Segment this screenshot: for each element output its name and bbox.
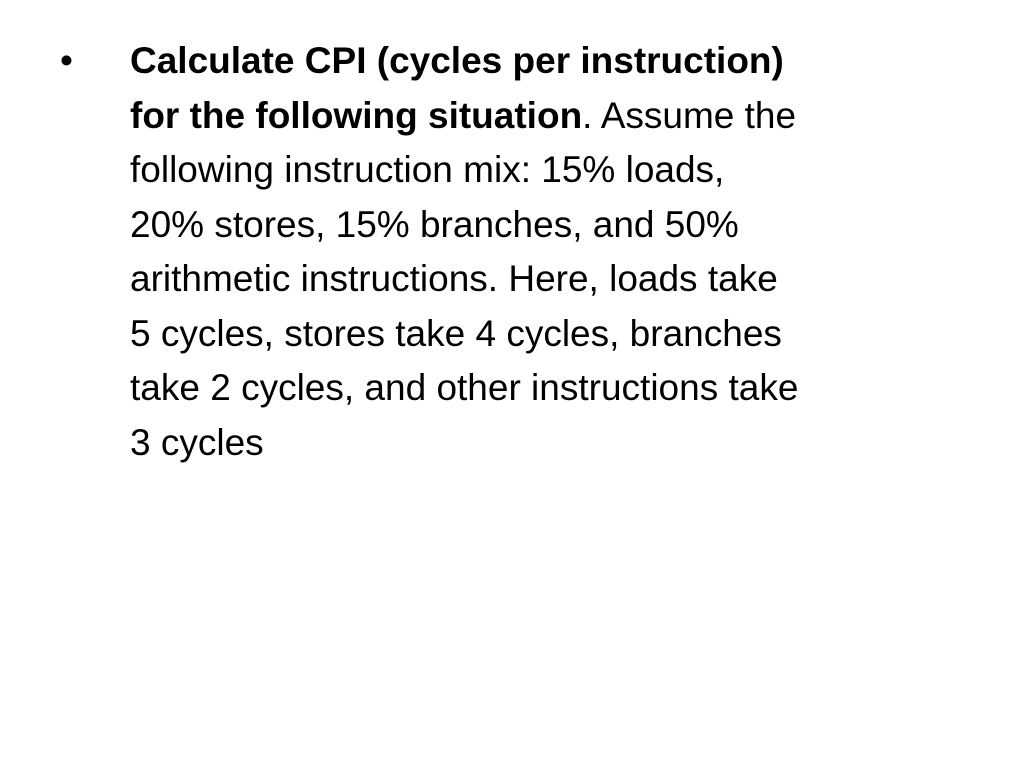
text-line-5: arithmetic instructions. Here, loads take [130, 258, 778, 299]
text-line-3: following instruction mix: 15% loads, [130, 149, 725, 190]
text-line-7: take 2 cycles, and other instructions take [130, 367, 799, 408]
text-line-6: 5 cycles, stores take 4 cycles, branches [130, 312, 782, 354]
text-line-1 [130, 34, 960, 89]
bold-lead-line-1: Calculate CPI (cycles per instruction) [130, 40, 784, 81]
text-after-bold: . Assume the [582, 94, 797, 136]
bold-lead-line-2: for the following situation [130, 94, 583, 136]
text-line-8: 3 cycles [130, 421, 264, 463]
bullet-marker: • [60, 40, 73, 81]
text-line-2 [130, 89, 960, 144]
problem-statement [130, 34, 960, 470]
text-line-4: 20% stores, 15% branches, and 50% [130, 203, 739, 245]
